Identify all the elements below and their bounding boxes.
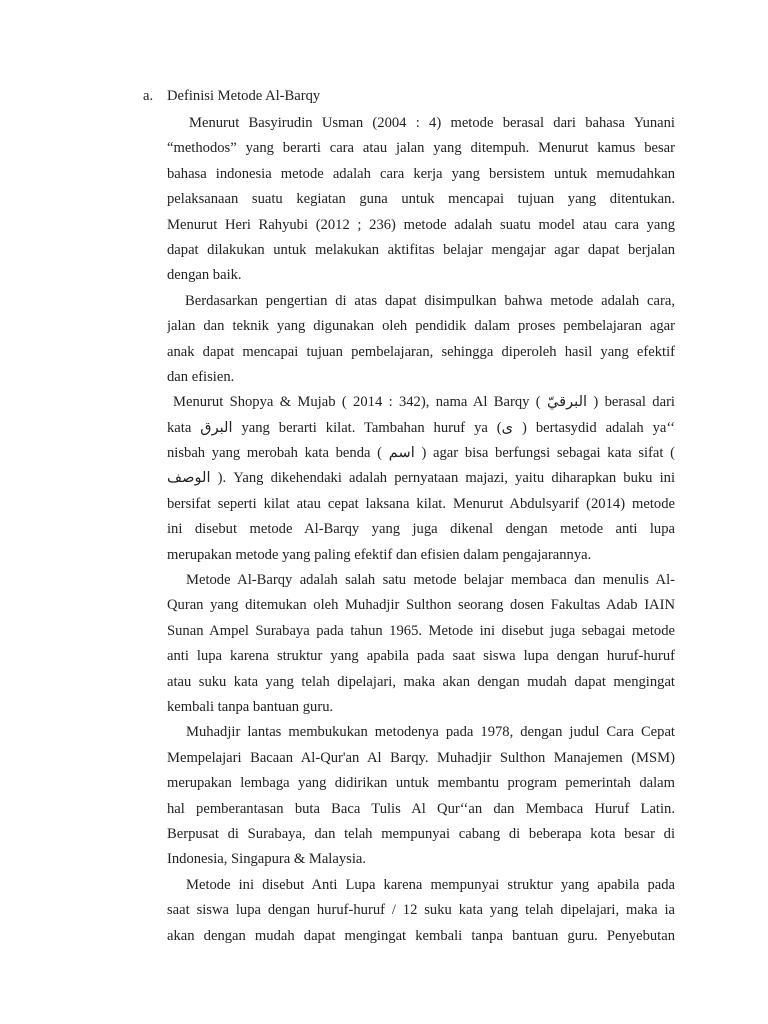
text-line: kembali tanpa bantuan guru.	[167, 698, 334, 715]
text-line: Indonesia, Singapura & Malaysia.	[167, 851, 366, 868]
text-line: Menurut Basyirudin Usman (2004 : 4) metode berasal dari bahasa Yunani	[189, 115, 675, 131]
section-title: Definisi Metode Al-Barqy	[167, 88, 321, 104]
text-line: Metode Al-Barqy adalah salah satu metode belajar membaca dan menulis Al-	[186, 572, 675, 589]
text-line: ini disebut metode Al-Barqy yang juga dikenal dengan metode anti lupa	[167, 521, 675, 538]
paragraph-4	[167, 568, 675, 720]
paragraph-3	[167, 390, 675, 568]
text-line: bersifat seperti kilat atau cepat laksana kilat. Menurut Abdulsyarif (2014) metode	[167, 495, 675, 512]
section-heading	[143, 86, 320, 106]
text-line: Quran yang ditemukan oleh Muhadjir Sulthon seorang dosen Fakultas Adab IAIN	[167, 597, 675, 614]
paragraph-1	[167, 111, 675, 289]
text-line: hal pemberantasan buta Baca Tulis Al Qur‘‘an dan Membaca Huruf Latin.	[167, 800, 675, 817]
text-line: nisbah yang merobah kata benda ( اسم ) agar bisa berfungsi sebagai kata sifat (	[167, 445, 675, 462]
paragraph-2	[167, 289, 675, 391]
text-line: Metode ini disebut Anti Lupa karena mempunyai struktur yang apabila pada	[186, 876, 675, 893]
text-line: akan dengan mudah dapat mengingat kembali tanpa bantuan guru. Penyebutan	[167, 927, 675, 944]
list-marker: a.	[143, 88, 154, 104]
text-line: الوصف ). Yang dikehendaki adalah pernyataan majazi, yaitu diharapkan buku ini	[167, 470, 675, 487]
text-line: Berdasarkan pengertian di atas dapat disimpulkan bahwa metode adalah cara,	[185, 292, 675, 309]
text-line: Mempelajari Bacaan Al-Qur'an Al Barqy. Muhadjir Sulthon Manajemen (MSM)	[167, 749, 675, 766]
text-line: anti lupa karena struktur yang apabila pada saat siswa lupa dengan huruf-huruf	[167, 648, 675, 665]
text-line: Menurut Shopya & Mujab ( 2014 : 342), nama Al Barqy ( البرقيّ ) berasal dari	[173, 394, 675, 411]
text-line: kata البرق yang berarti kilat. Tambahan huruf ya (ى ) bertasydid adalah ya‘‘	[167, 419, 675, 436]
text-line: bahasa indonesia metode adalah cara kerja yang bersistem untuk memudahkan	[167, 165, 675, 182]
text-line: “methodos” yang berarti cara atau jalan yang ditempuh. Menurut kamus besar	[167, 140, 675, 157]
text-line: merupakan metode yang paling efektif dan efisien dalam pengajarannya.	[167, 546, 592, 563]
paragraph-5	[167, 720, 675, 872]
paragraph-6	[167, 873, 675, 949]
text-line: jalan dan teknik yang digunakan oleh pendidik dalam proses pembelajaran agar	[167, 318, 675, 335]
text-line: dengan baik.	[167, 267, 242, 284]
body-text	[167, 111, 675, 949]
text-line: atau suku kata yang telah dipelajari, maka akan dengan mudah dapat mengingat	[167, 673, 675, 690]
text-line: merupakan lembaga yang didirikan untuk membantu program pemerintah dalam	[167, 775, 675, 792]
text-line: dapat dilakukan untuk melakukan aktifitas belajar mengajar agar dapat berjalan	[167, 241, 675, 258]
text-line: saat siswa lupa dengan huruf-huruf / 12 suku kata yang telah dipelajari, maka ia	[167, 902, 675, 919]
text-line: Menurut Heri Rahyubi (2012 ; 236) metode adalah suatu model atau cara yang	[167, 216, 675, 233]
text-line: Muhadjir lantas membukukan metodenya pada 1978, dengan judul Cara Cepat	[186, 724, 675, 741]
text-line: anak dapat mencapai tujuan pembelajaran, sehingga diperoleh hasil yang efektif	[167, 343, 675, 360]
text-line: pelaksanaan suatu kegiatan guna untuk mencapai tujuan yang ditentukan.	[167, 191, 675, 208]
text-line: dan efisien.	[167, 368, 235, 385]
text-line: Berpusat di Surabaya, dan telah mempunyai cabang di beberapa kota besar di	[167, 825, 675, 842]
text-line: Sunan Ampel Surabaya pada tahun 1965. Metode ini disebut juga sebagai metode	[167, 622, 675, 639]
